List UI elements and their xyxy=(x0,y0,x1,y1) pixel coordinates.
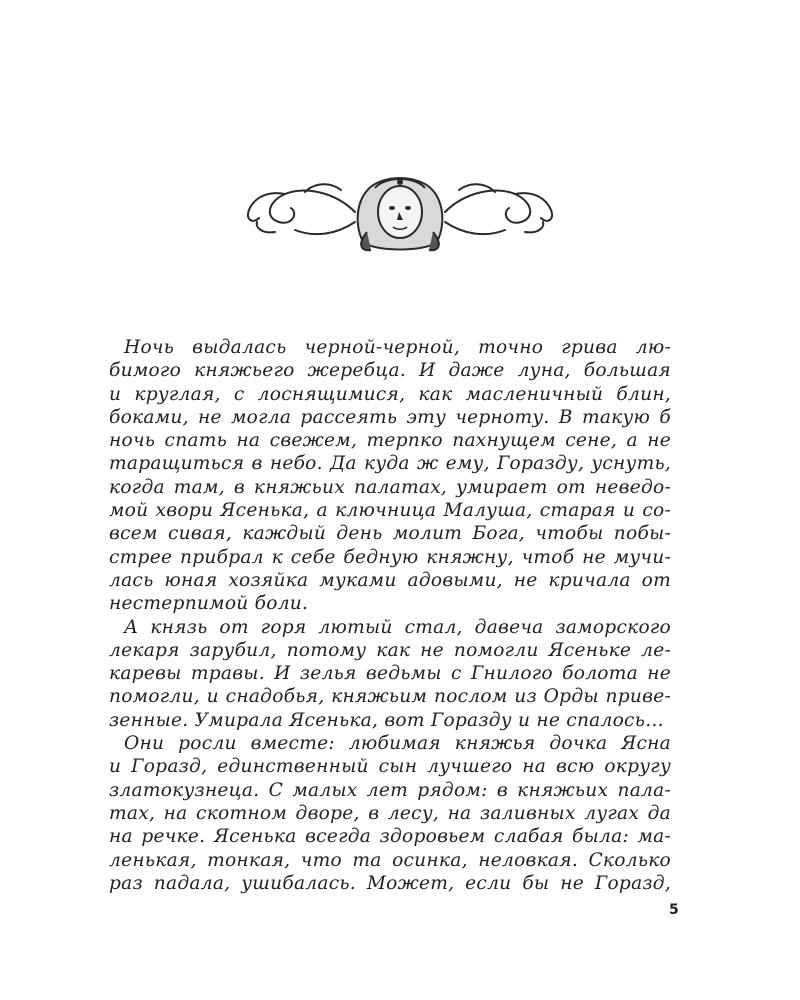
text-line: ночь спать на свежем, терпко пахнущем сене, а не xyxy=(109,430,671,452)
text-line: нестерпимой боли. xyxy=(109,593,309,615)
text-line: на речке. Ясенька всегда здоровьем слабая была: ма- xyxy=(109,826,671,848)
text-line: каревы травы. И зелья ведьмы с Гнилого болота не xyxy=(109,663,671,685)
text-line: стрее прибрал к себе бедную княжну, чтоб не мучи- xyxy=(109,546,671,568)
face-scroll-ornament-icon xyxy=(245,172,555,254)
text-line: и Горазд, единственный сын лучшего на всю округу xyxy=(109,756,671,778)
text-line: раз падала, ушибалась. Может, если бы не Горазд, xyxy=(109,872,671,894)
text-line: ленькая, тонкая, что та осинка, неловкая. Сколько xyxy=(109,849,671,871)
text-line: Они росли вместе: любимая княжья дочка Ясна xyxy=(124,733,671,755)
text-line: зенные. Умирала Ясенька, вот Горазду и не спалось… xyxy=(109,709,664,731)
text-line: лекаря зарубил, потому как не помогли Ясеньке ле- xyxy=(109,639,671,661)
text-line: когда там, в княжьих палатах, умирает от неведо- xyxy=(109,476,671,498)
body-text xyxy=(109,336,671,895)
text-line: помогли, и снадобья, княжьим послом из Орды приве- xyxy=(109,686,671,708)
text-line: златокузнеца. С малых лет рядом: в княжьих пала- xyxy=(109,779,671,801)
text-line: Ночь выдалась черной-черной, точно грива лю- xyxy=(124,337,671,358)
text-line: лась юная хозяйка муками адовыми, не кричала от xyxy=(109,569,671,591)
text-line: А князь от горя лютый стал, давеча заморского xyxy=(124,616,671,638)
text-line: бимого княжьего жеребца. И даже луна, большая xyxy=(109,360,671,382)
text-line: и круглая, с лоснящимися, как масленичный блин, xyxy=(109,383,671,405)
text-line: всем сивая, каждый день молит Бога, чтобы побы- xyxy=(109,523,671,545)
text-line: таращиться в небо. Да куда ж ему, Горазду, уснуть, xyxy=(109,453,671,475)
text-line: боками, не могла рассеять эту черноту. В такую б xyxy=(109,406,671,428)
page-number: 5 xyxy=(669,902,679,918)
text-line: тах, на скотном дворе, в лесу, на заливных лугах да xyxy=(109,802,671,824)
text-line: мой хвори Ясенька, а ключница Малуша, старая и со- xyxy=(109,500,671,522)
